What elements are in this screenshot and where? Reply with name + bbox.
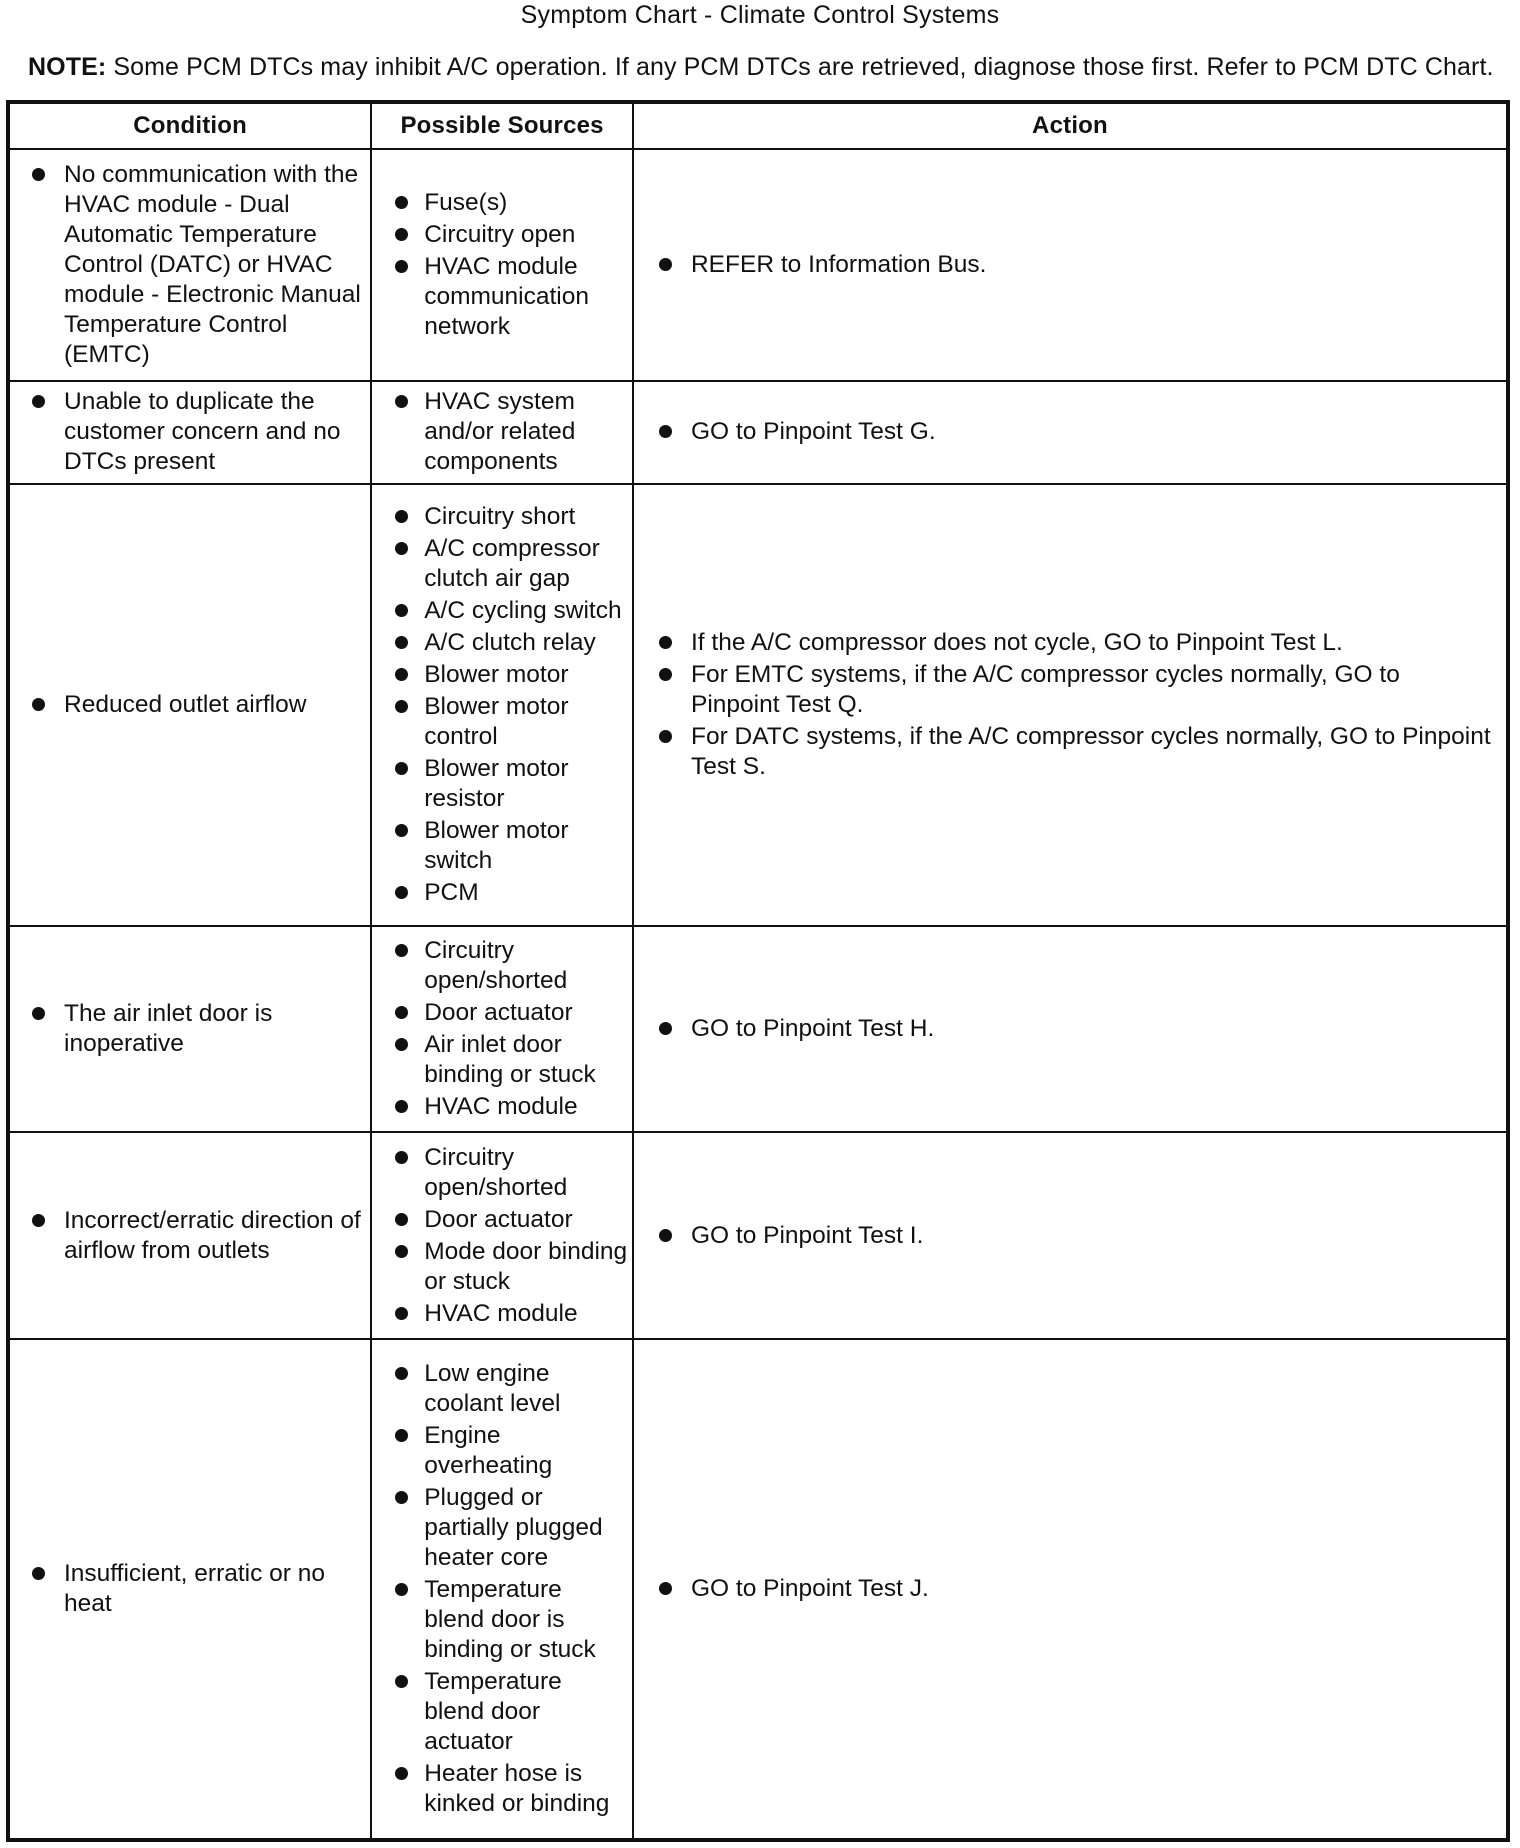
note-label: NOTE: bbox=[28, 53, 107, 81]
source-item: Blower motor resistor bbox=[393, 754, 628, 814]
source-item: A/C cycling switch bbox=[393, 596, 628, 626]
table-row bbox=[8, 1339, 1508, 1840]
bullet-list bbox=[657, 417, 1494, 447]
action-cell bbox=[633, 1339, 1508, 1840]
possible-sources-cell bbox=[371, 484, 633, 926]
bullet-list bbox=[657, 250, 1494, 280]
bullet-list bbox=[393, 502, 628, 908]
bullet-list bbox=[657, 1574, 1494, 1604]
condition-cell bbox=[8, 1339, 371, 1840]
action-item: REFER to Information Bus. bbox=[657, 250, 1494, 280]
action-item: For EMTC systems, if the A/C compressor cycles normally, GO to Pinpoint Test Q. bbox=[657, 660, 1494, 720]
source-item: Circuitry open/shorted bbox=[393, 936, 628, 996]
source-item: Plugged or partially plugged heater core bbox=[393, 1483, 628, 1573]
source-item: Circuitry open bbox=[393, 220, 628, 250]
possible-sources-cell bbox=[371, 926, 633, 1132]
source-item: Door actuator bbox=[393, 1205, 628, 1235]
source-item: PCM bbox=[393, 878, 628, 908]
source-item: HVAC module bbox=[393, 1092, 628, 1122]
bullet-list bbox=[393, 1143, 628, 1329]
condition-item: Insufficient, erratic or no heat bbox=[30, 1559, 362, 1619]
source-item: HVAC module communication network bbox=[393, 252, 628, 342]
possible-sources-cell bbox=[371, 381, 633, 484]
source-item: Blower motor switch bbox=[393, 816, 628, 876]
action-cell bbox=[633, 926, 1508, 1132]
bullet-list bbox=[30, 1206, 362, 1266]
condition-item: Incorrect/erratic direction of airflow from outlets bbox=[30, 1206, 362, 1266]
source-item: HVAC system and/or related components bbox=[393, 387, 628, 477]
condition-item: No communication with the HVAC module - Dual Automatic Temperature Control (DATC) or HVAC module - Electronic Manual Temperature Control (EMTC) bbox=[30, 160, 362, 370]
action-cell bbox=[633, 1132, 1508, 1338]
source-item: Mode door binding or stuck bbox=[393, 1237, 628, 1297]
header-condition: Condition bbox=[8, 102, 371, 149]
possible-sources-cell bbox=[371, 1339, 633, 1840]
header-action: Action bbox=[633, 102, 1508, 149]
condition-cell bbox=[8, 149, 371, 381]
source-item: Temperature blend door is binding or stuck bbox=[393, 1575, 628, 1665]
bullet-list bbox=[30, 690, 362, 720]
source-item: Blower motor bbox=[393, 660, 628, 690]
bullet-list bbox=[30, 1559, 362, 1619]
table-row bbox=[8, 381, 1508, 484]
table-header-row bbox=[8, 102, 1508, 149]
action-cell bbox=[633, 149, 1508, 381]
source-item: Fuse(s) bbox=[393, 188, 628, 218]
table-row bbox=[8, 1132, 1508, 1338]
source-item: Air inlet door binding or stuck bbox=[393, 1030, 628, 1090]
action-item: GO to Pinpoint Test G. bbox=[657, 417, 1494, 447]
header-possible-sources: Possible Sources bbox=[371, 102, 633, 149]
note bbox=[28, 52, 1508, 82]
condition-cell bbox=[8, 1132, 371, 1338]
bullet-list bbox=[657, 628, 1494, 782]
table-row bbox=[8, 484, 1508, 926]
action-item: If the A/C compressor does not cycle, GO to Pinpoint Test L. bbox=[657, 628, 1494, 658]
symptom-table bbox=[6, 100, 1510, 1842]
condition-cell bbox=[8, 926, 371, 1132]
action-cell bbox=[633, 484, 1508, 926]
source-item: Circuitry open/shorted bbox=[393, 1143, 628, 1203]
source-item: Blower motor control bbox=[393, 692, 628, 752]
condition-item: Unable to duplicate the customer concern and no DTCs present bbox=[30, 387, 362, 477]
possible-sources-cell bbox=[371, 1132, 633, 1338]
table-row bbox=[8, 149, 1508, 381]
condition-item: The air inlet door is inoperative bbox=[30, 999, 362, 1059]
source-item: Engine overheating bbox=[393, 1421, 628, 1481]
page-title: Symptom Chart - Climate Control Systems bbox=[520, 1, 1000, 29]
source-item: Door actuator bbox=[393, 998, 628, 1028]
source-item: A/C compressor clutch air gap bbox=[393, 534, 628, 594]
table-row bbox=[8, 926, 1508, 1132]
source-item: Heater hose is kinked or binding bbox=[393, 1759, 628, 1819]
bullet-list bbox=[393, 1359, 628, 1819]
source-item: HVAC module bbox=[393, 1299, 628, 1329]
action-cell bbox=[633, 381, 1508, 484]
condition-cell bbox=[8, 484, 371, 926]
condition-item: Reduced outlet airflow bbox=[30, 690, 362, 720]
source-item: A/C clutch relay bbox=[393, 628, 628, 658]
bullet-list bbox=[30, 387, 362, 477]
table-body bbox=[8, 149, 1508, 1840]
condition-cell bbox=[8, 381, 371, 484]
source-item: Temperature blend door actuator bbox=[393, 1667, 628, 1757]
note-text: Some PCM DTCs may inhibit A/C operation. If any PCM DTCs are retrieved, diagnose those first. Refer to PCM DTC Chart. bbox=[106, 53, 1494, 81]
action-item: GO to Pinpoint Test I. bbox=[657, 1221, 1494, 1251]
bullet-list bbox=[393, 936, 628, 1122]
bullet-list bbox=[657, 1221, 1494, 1251]
action-item: For DATC systems, if the A/C compressor cycles normally, GO to Pinpoint Test S. bbox=[657, 722, 1494, 782]
action-item: GO to Pinpoint Test H. bbox=[657, 1014, 1494, 1044]
bullet-list bbox=[393, 387, 628, 477]
bullet-list bbox=[30, 999, 362, 1059]
bullet-list bbox=[393, 188, 628, 342]
bullet-list bbox=[30, 160, 362, 370]
bullet-list bbox=[657, 1014, 1494, 1044]
possible-sources-cell bbox=[371, 149, 633, 381]
action-item: GO to Pinpoint Test J. bbox=[657, 1574, 1494, 1604]
source-item: Low engine coolant level bbox=[393, 1359, 628, 1419]
source-item: Circuitry short bbox=[393, 502, 628, 532]
